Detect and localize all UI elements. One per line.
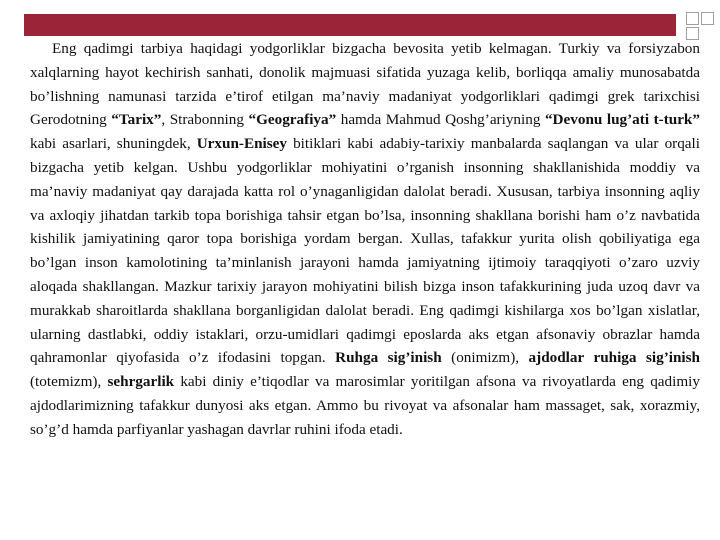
- corner-square-icon: [701, 12, 714, 25]
- bold-term: Ruhga sig’inish: [335, 349, 442, 367]
- bold-term: Urxun-Enisey: [196, 135, 287, 153]
- text-run: Eng qadimgi tarbiya haqidagi yodgorliklar bizgacha bevosita yetib kelmagan. Turkiy va forsiyzabon xalqlarning hayot kechirish sanhati, donolik majmuasi sifatida yuzaga kelib, borliqqa amaliy munosabatda bo’lishning namunasi tarzida e’tirof etilgan ma’naviy madaniyat yodgorliklari qadimgi grek tarixchisi Gerodotning: [30, 40, 700, 129]
- text-run: bitiklari kabi adabiy-tarixiy manbalarda saqlangan va ular orqali bizgacha yetib kelgan. Ushbu yodgorliklar mohiyatini o’rganish insonning shakllanishida moddiy va ma’naviy madaniyat qay darajada katta rol o’ynaganligidan dalolat beradi. Xususan, tarbiya insonning aqliy va axloqiy jihatdan tarkib topa borishiga tahsir etgan bo’lsa, insonning shakllana borishi ham o’z navbatida kishilik jamiyatining qaror topa borishiga yordam bergan. Xullas, tafakkur yurita olish qobiliyatiga ega bo’lgan inson kamolotining ta’minlanish jarayoni hamda jamiyatning ijtimoiy taraqqiyoti o’zaro uzviy aloqada shakllangan. Mazkur tarixiy jarayon mohiyatini bilish bizga inson tafakkurining juda uzoq davr va murakkab sharoitlarda shakllana borganligidan dalolat beradi. Eng qadimgi kishilarga xos bo’lgan xislatlar, ularning dastlabki, oddiy istaklari, orzu-umidlari qadimgi eposlarda aks etgan afsonaviy obrazlar hamda qahramonlar qiyofasida o’z ifodasini topgan.: [30, 135, 700, 367]
- bold-term: sehrgarlik: [107, 373, 175, 391]
- corner-square-icon: [686, 12, 699, 25]
- text-run: (totemizm),: [30, 373, 108, 391]
- text-run: hamda Mahmud Qoshg’ariyning: [336, 111, 545, 129]
- body-paragraph: [30, 37, 700, 442]
- text-run: kabi asarlari, shuningdek,: [30, 135, 197, 153]
- bold-term: “Devonu lug’ati t-turk”: [544, 111, 700, 129]
- bold-term: “Tarix”: [111, 111, 162, 129]
- bold-term: “Geografiya”: [248, 111, 337, 129]
- bold-term: ajdodlar ruhiga sig’inish: [528, 349, 700, 367]
- title-accent-bar: [24, 14, 676, 36]
- text-run: (onimizm),: [441, 349, 529, 367]
- text-run: , Strabonning: [161, 111, 249, 129]
- text-run: kabi diniy e’tiqodlar va marosimlar yoritilgan afsona va rivoyatlarda eng qadimiy ajdodlarimizning tafakkur dunyosi aks etgan. Ammo bu rivoyat va afsonalar ham massaget, sak, xorazmiy, so’g’d hamda parfiyanlar yashagan davrlar ruhini ifoda etadi.: [30, 373, 700, 438]
